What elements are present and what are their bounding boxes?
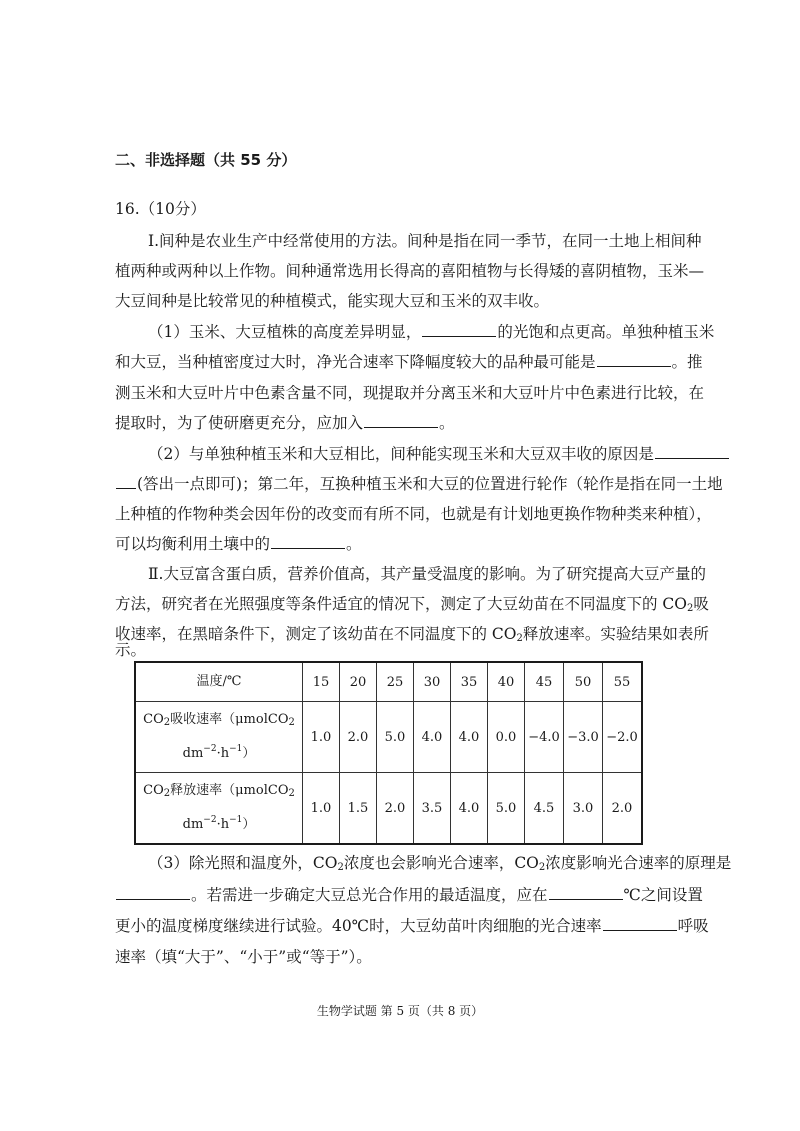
value-cell: −3.0 — [564, 702, 603, 773]
answer-blank-continued[interactable] — [116, 474, 136, 489]
value-cell: 5.0 — [377, 702, 414, 773]
answer-blank[interactable] — [271, 534, 345, 549]
q3-text-d: 。若需进一步确定大豆总光合作用的最适温度，应在 — [191, 886, 548, 904]
value-cell: 5.0 — [488, 773, 525, 845]
q3-text-a: （3）除光照和温度外，CO — [148, 854, 338, 872]
temp-cell: 45 — [525, 662, 564, 702]
answer-blank[interactable] — [603, 916, 677, 931]
part2-line-4: 示。 — [115, 641, 147, 659]
table-header-label: 温度/℃ — [135, 662, 303, 702]
q1-line-3: 测玉米和大豆叶片中色素含量不同，现提取并分离玉米和大豆叶片中色素进行比较，在 — [115, 384, 705, 402]
row-label-absorption: $CO_2$吸收速率（μmolCO$_2$ $dm^{-2}\cdot h^{-1}$） — [135, 702, 303, 773]
q3-line-4: 速率（填“大于”、“小于”或“等于”）。 — [115, 948, 372, 966]
q2-text-c: 可以均衡利用土壤中的 — [115, 535, 271, 553]
part1-line-3: 大豆间种是比较常见的种植模式，能实现大豆和玉米的双丰收。 — [115, 292, 550, 310]
q1-line-4 — [115, 413, 695, 433]
part1-line-1: Ⅰ.间种是农业生产中经常使用的方法。间种是指在同一季节，在同一土地上相间种 — [148, 232, 702, 250]
q1-text-b: 的光饱和点更高。单独种植玉米 — [497, 323, 715, 341]
part2-line-1: Ⅱ.大豆富含蛋白质，营养价值高，其产量受温度的影响。为了研究提高大豆产量的 — [148, 565, 706, 583]
q2-line-4 — [115, 534, 695, 554]
answer-blank[interactable] — [422, 322, 496, 337]
temp-cell: 25 — [377, 662, 414, 702]
answer-blank[interactable] — [597, 352, 671, 367]
q2-text-b: (答出一点即可)；第二年，互换种植玉米和大豆的位置进行轮作（轮作是指在同一土地 — [137, 475, 723, 493]
subscript-2: 2 — [516, 633, 523, 644]
part2-text-b: 吸 — [693, 595, 709, 613]
q2-text-a: （2）与单独种植玉米和大豆相比，间种能实现玉米和大豆双丰收的原因是 — [148, 445, 654, 463]
value-cell: −2.0 — [603, 702, 643, 773]
q3-line-3 — [115, 916, 709, 936]
value-cell: 4.0 — [414, 702, 451, 773]
value-cell: 1.0 — [303, 773, 340, 845]
temp-cell: 55 — [603, 662, 643, 702]
q1-text-f: 。 — [439, 414, 455, 432]
answer-blank[interactable] — [549, 885, 623, 900]
q3-text-c: 浓度影响光合速率的原理是 — [545, 854, 732, 872]
q3-text-f: 更小的温度梯度继续进行试验。40℃时，大豆幼苗叶肉细胞的光合速率 — [115, 917, 602, 935]
q2-text-d: 。 — [346, 535, 362, 553]
value-cell: 3.5 — [414, 773, 451, 845]
part2-line-2 — [115, 594, 709, 619]
temp-cell: 35 — [451, 662, 488, 702]
q1-text-d: 。推 — [671, 353, 703, 371]
q3-text-g: 呼吸 — [677, 917, 709, 935]
q2-line-3: 上种植的作物种类会因年份的改变而有所不同，也就是有计划地更换作物种类来种植）， — [115, 505, 712, 523]
value-cell: 1.0 — [303, 702, 340, 773]
part2-text-d: 释放速率。实验结果如表所 — [522, 625, 709, 643]
q1-line-2 — [115, 352, 703, 372]
q1-text-a: （1）玉米、大豆植株的高度差异明显， — [148, 323, 422, 341]
temp-cell: 30 — [414, 662, 451, 702]
q2-line-2 — [115, 474, 723, 494]
part2-text-c: 收速率，在黑暗条件下，测定了该幼苗在不同温度下的 CO — [115, 625, 517, 643]
table-header-row — [135, 662, 642, 702]
q3-line-1: （3）除光照和温度外，$CO_2$浓度也会影响光合速率，$CO_2$浓度影响光合速率的原理是 — [148, 854, 732, 873]
temp-cell: 40 — [488, 662, 525, 702]
part2-text-a: 方法，研究者在光照强度等条件适宜的情况下，测定了大豆幼苗在不同温度下的 CO — [115, 595, 687, 613]
q1-text-c: 和大豆，当种植密度过大时，净光合速率下降幅度较大的品种最可能是 — [115, 353, 596, 371]
q2-line-1 — [148, 444, 696, 464]
answer-blank[interactable] — [364, 413, 438, 428]
q1-text-e: 提取时，为了使研磨更充分，应加入 — [115, 414, 364, 432]
value-cell: −4.0 — [525, 702, 564, 773]
q3-text-b: 浓度也会影响光合速率，CO — [343, 854, 539, 872]
part1-line-2: 植两种或两种以上作物。间种通常选用长得高的喜阳植物与长得矮的喜阴植物，玉米— — [115, 262, 705, 280]
q1-line-1 — [148, 322, 715, 342]
data-table — [134, 661, 643, 845]
section-title: 二、非选择题（共 55 分） — [115, 151, 297, 169]
value-cell: 1.5 — [340, 773, 377, 845]
q3-line-2 — [115, 885, 703, 905]
question-number: 16.（10分） — [115, 200, 206, 218]
value-cell: 4.0 — [451, 702, 488, 773]
value-cell: 0.0 — [488, 702, 525, 773]
q3-text-e: ℃之间设置 — [623, 886, 703, 904]
value-cell: 2.0 — [377, 773, 414, 845]
page-footer: 生物学试题 第 5 页（共 8 页） — [316, 1004, 484, 1018]
temp-cell: 20 — [340, 662, 377, 702]
subscript-2: 2 — [687, 603, 694, 614]
value-cell: 3.0 — [564, 773, 603, 845]
value-cell: 4.5 — [525, 773, 564, 845]
temp-cell: 50 — [564, 662, 603, 702]
value-cell: 2.0 — [340, 702, 377, 773]
temp-cell: 15 — [303, 662, 340, 702]
row-label-release: $CO_2$释放速率（μmolCO$_2$ $dm^{-2}\cdot h^{-1}$） — [135, 773, 303, 845]
answer-blank[interactable] — [655, 444, 729, 459]
table-row-absorption — [135, 702, 642, 773]
value-cell: 2.0 — [603, 773, 643, 845]
value-cell: 4.0 — [451, 773, 488, 845]
table-row-release — [135, 773, 642, 845]
answer-blank[interactable] — [116, 885, 190, 900]
